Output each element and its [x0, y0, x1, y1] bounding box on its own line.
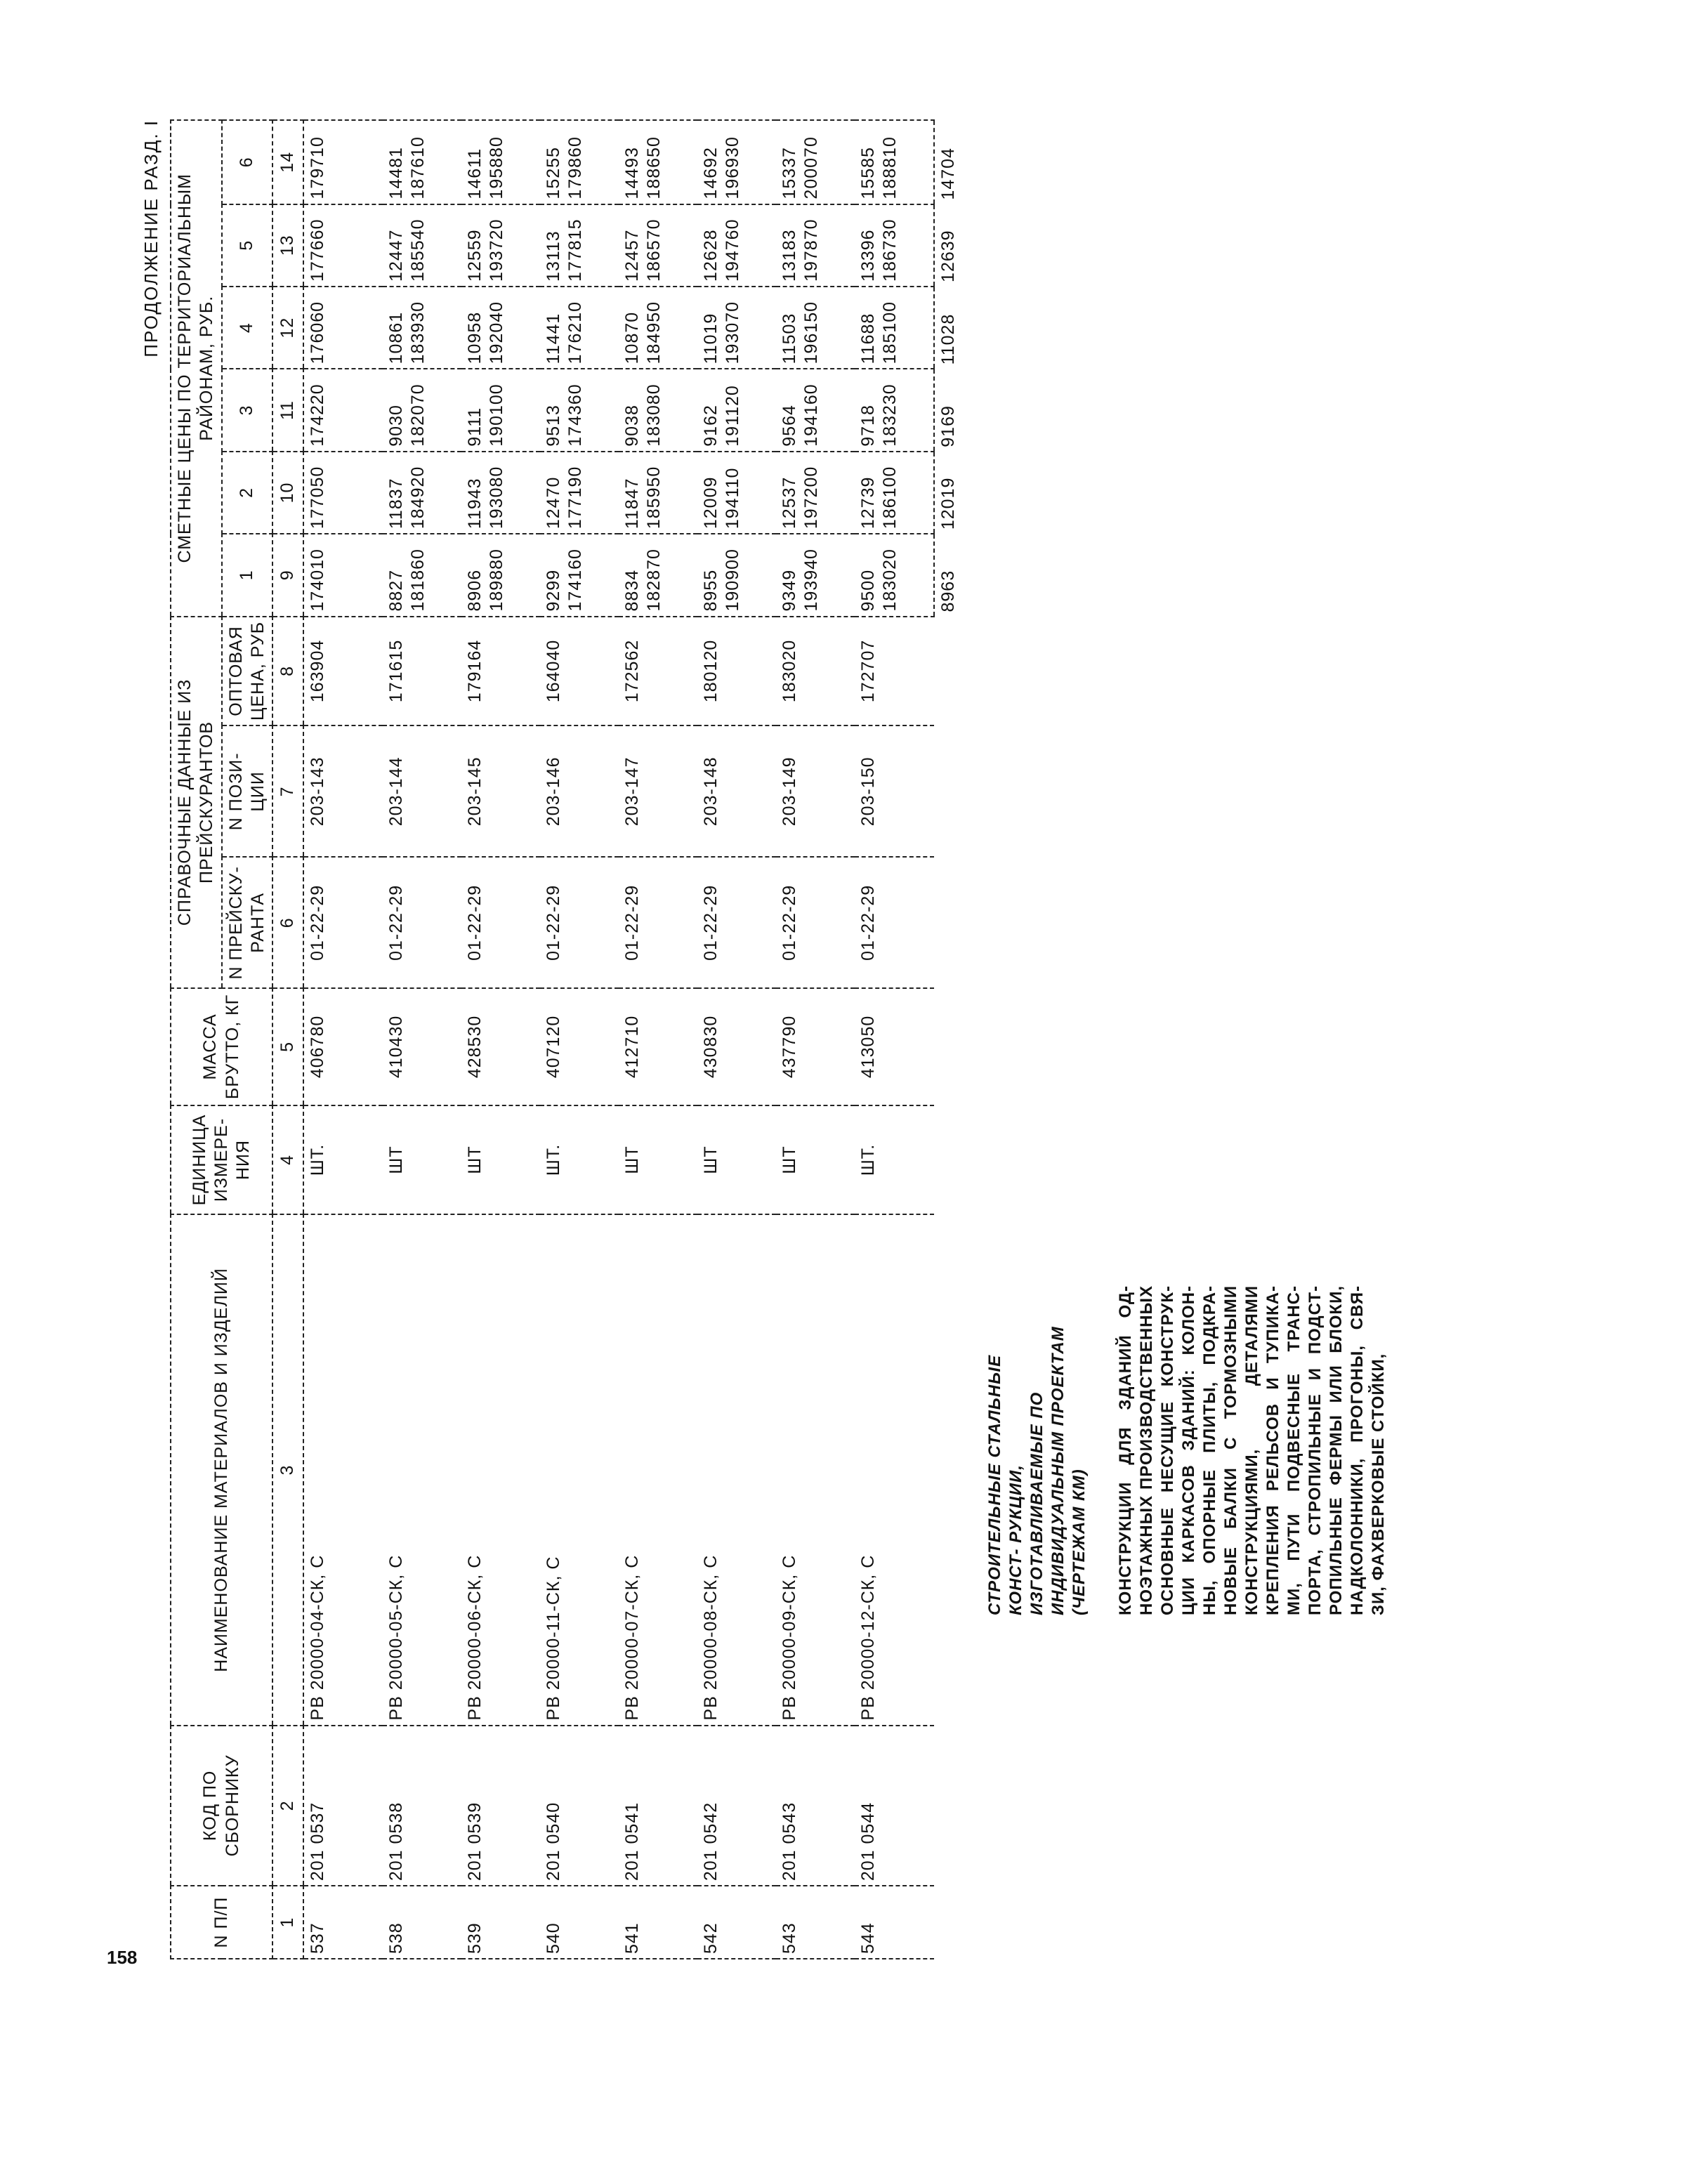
- price-bottom: 183930: [408, 301, 428, 365]
- price-bottom: 192040: [487, 301, 507, 365]
- price-bottom: 179860: [565, 136, 586, 199]
- row-code: 201 0544: [855, 1726, 934, 1886]
- row-district-price: [540, 369, 619, 451]
- row-position: 203-146: [540, 725, 619, 857]
- price-top: 8906: [465, 569, 485, 612]
- row-wholesale-price: 172707: [855, 617, 934, 726]
- row-district-price: [776, 120, 855, 204]
- section-description: [985, 906, 1389, 1959]
- price-bottom: 190900: [723, 549, 743, 612]
- row-district-price: [383, 120, 461, 204]
- row-district-price: [303, 534, 383, 616]
- price-bottom: 174010: [308, 549, 327, 612]
- row-district-price: [855, 287, 934, 369]
- row-district-price: [540, 534, 619, 616]
- price-top: 12447: [386, 229, 406, 282]
- table-row: [697, 120, 776, 1959]
- price-bottom: 186730: [880, 218, 900, 282]
- header-col-position: N ПОЗИ- ЦИИ: [222, 725, 273, 857]
- header-group-reference: СПРАВОЧНЫЕ ДАННЫЕ ИЗ ПРЕЙСКУРАНТОВ: [171, 617, 222, 989]
- price-bottom: 177190: [565, 466, 586, 530]
- row-number: 538: [383, 1886, 461, 1959]
- price-top: 9718: [858, 405, 878, 447]
- row-wholesale-price: 183020: [776, 617, 855, 726]
- row-district-price: [461, 287, 540, 369]
- price-bottom: 188810: [880, 136, 900, 199]
- header-col-wholesale: ОПТОВАЯ ЦЕНА, РУБ: [222, 617, 273, 726]
- row-unit: ШТ.: [540, 1105, 619, 1215]
- row-mass: 428530: [461, 988, 540, 1105]
- row-district-price: [540, 120, 619, 204]
- row-district-price: [697, 452, 776, 534]
- price-top: 15337: [780, 147, 799, 199]
- price-top: 14493: [622, 147, 642, 199]
- price-bottom: 196150: [801, 301, 822, 365]
- row-unit: ШТ: [383, 1105, 461, 1215]
- column-number: 3: [272, 1214, 303, 1725]
- row-district-price: [855, 452, 934, 534]
- price-bottom: 174220: [308, 383, 327, 447]
- continuation-title: ПРОДОЛЖЕНИЕ РАЗД. I: [140, 119, 162, 357]
- price-top: 11019: [701, 313, 721, 365]
- row-district-price: [776, 452, 855, 534]
- row-code: 201 0541: [619, 1726, 697, 1886]
- row-pricelist: 01-22-29: [540, 857, 619, 988]
- header-district-6: 6: [222, 120, 273, 204]
- price-top: 10958: [465, 311, 485, 365]
- row-district-price: [697, 120, 776, 204]
- price-bottom: 193080: [487, 466, 507, 530]
- column-number: 12: [272, 287, 303, 369]
- price-bottom: 187610: [408, 136, 428, 199]
- tail-price-row: [934, 120, 968, 1959]
- row-district-price: [619, 452, 697, 534]
- row-number: 542: [697, 1886, 776, 1959]
- column-number: 6: [272, 857, 303, 988]
- row-district-price: [776, 287, 855, 369]
- empty-cell: [934, 617, 968, 726]
- empty-cell: [934, 1726, 968, 1886]
- price-top: 14611: [465, 147, 485, 199]
- price-top: 10870: [622, 311, 642, 365]
- header-district-3: 3: [222, 369, 273, 451]
- price-table: [170, 119, 968, 1959]
- row-mass: 410430: [383, 988, 461, 1105]
- price-bottom: 182870: [644, 549, 664, 612]
- row-mass: 430830: [697, 988, 776, 1105]
- header-col-mass: МАССА БРУТТО, КГ: [171, 988, 272, 1105]
- price-top: 12559: [465, 229, 485, 282]
- row-number: 541: [619, 1886, 697, 1959]
- row-district-price: [461, 452, 540, 534]
- header-district-1: 1: [222, 534, 273, 616]
- header-column-numbers: [272, 120, 303, 1959]
- row-wholesale-price: 180120: [697, 617, 776, 726]
- price-bottom: 193720: [487, 218, 507, 282]
- row-district-price: [855, 204, 934, 287]
- tail-district-price: 11028: [934, 287, 968, 369]
- table-row: [776, 120, 855, 1959]
- row-district-price: [303, 204, 383, 287]
- column-number: 7: [272, 725, 303, 857]
- row-pricelist: 01-22-29: [776, 857, 855, 988]
- row-name: РВ 20000-06-СК, С: [461, 1214, 540, 1725]
- row-district-price: [776, 369, 855, 451]
- row-position: 203-149: [776, 725, 855, 857]
- row-wholesale-price: 164040: [540, 617, 619, 726]
- row-district-price: [697, 204, 776, 287]
- price-top: 13183: [780, 229, 799, 282]
- price-bottom: 193940: [801, 549, 822, 612]
- table-row: [619, 120, 697, 1959]
- empty-cell: [934, 988, 968, 1105]
- row-district-price: [540, 287, 619, 369]
- price-bottom: 185950: [644, 466, 664, 530]
- row-unit: ШТ.: [855, 1105, 934, 1215]
- row-number: 540: [540, 1886, 619, 1959]
- price-top: 8834: [622, 569, 642, 612]
- row-number: 537: [303, 1886, 383, 1959]
- header-col-pricelist: N ПРЕЙСКУ- РАНТА: [222, 857, 273, 988]
- price-top: 11503: [780, 313, 799, 365]
- row-number: 543: [776, 1886, 855, 1959]
- price-bottom: 195880: [487, 136, 507, 199]
- price-top: 11837: [386, 478, 406, 530]
- price-top: 12628: [701, 229, 721, 282]
- empty-cell: [934, 1105, 968, 1215]
- header-col-num: N П/П: [171, 1886, 272, 1959]
- price-bottom: 174160: [565, 549, 586, 612]
- price-top: 11441: [544, 313, 563, 365]
- price-bottom: 186570: [644, 218, 664, 282]
- price-bottom: 190100: [487, 383, 507, 447]
- row-mass: 437790: [776, 988, 855, 1105]
- header-col-unit: ЕДИНИЦА ИЗМЕРЕ- НИЯ: [171, 1105, 272, 1215]
- price-top: 11943: [465, 478, 485, 530]
- price-bottom: 186100: [880, 466, 900, 530]
- price-bottom: 176060: [308, 301, 327, 365]
- price-top: 14692: [701, 147, 721, 199]
- price-top: 11847: [622, 478, 642, 530]
- column-number: 1: [272, 1886, 303, 1959]
- row-district-price: [461, 369, 540, 451]
- column-number: 8: [272, 617, 303, 726]
- row-code: 201 0543: [776, 1726, 855, 1886]
- price-bottom: 183080: [644, 383, 664, 447]
- price-top: 8827: [386, 569, 406, 612]
- row-district-price: [303, 287, 383, 369]
- price-top: 9349: [780, 569, 799, 612]
- row-district-price: [697, 369, 776, 451]
- price-bottom: 189880: [487, 549, 507, 612]
- header-row-1: [171, 120, 222, 1959]
- row-district-price: [619, 534, 697, 616]
- header-district-2: 2: [222, 452, 273, 534]
- row-name: РВ 20000-04-СК, С: [303, 1214, 383, 1725]
- price-top: 13396: [858, 229, 878, 282]
- row-district-price: [776, 204, 855, 287]
- page-number: 158: [107, 1947, 138, 1968]
- price-top: 9111: [465, 407, 485, 447]
- price-bottom: 196930: [723, 136, 743, 199]
- price-top: 15255: [544, 147, 563, 199]
- row-name: РВ 20000-07-СК, С: [619, 1214, 697, 1725]
- row-wholesale-price: 179164: [461, 617, 540, 726]
- price-bottom: 188650: [644, 136, 664, 199]
- row-district-price: [540, 452, 619, 534]
- row-code: 201 0539: [461, 1726, 540, 1886]
- row-mass: 407120: [540, 988, 619, 1105]
- row-name: РВ 20000-08-СК, С: [697, 1214, 776, 1725]
- row-position: 203-148: [697, 725, 776, 857]
- price-bottom: 179710: [308, 136, 327, 199]
- price-bottom: 184950: [644, 301, 664, 365]
- price-bottom: 177660: [308, 218, 327, 282]
- row-number: 544: [855, 1886, 934, 1959]
- table-row: [461, 120, 540, 1959]
- tail-district-price: 14704: [934, 120, 968, 204]
- empty-cell: [934, 1886, 968, 1959]
- price-bottom: 182070: [408, 383, 428, 447]
- row-position: 203-144: [383, 725, 461, 857]
- row-district-price: [697, 534, 776, 616]
- price-bottom: 184920: [408, 466, 428, 530]
- row-district-price: [303, 120, 383, 204]
- header-district-5: 5: [222, 204, 273, 287]
- row-name: РВ 20000-09-СК, С: [776, 1214, 855, 1725]
- row-district-price: [383, 452, 461, 534]
- price-top: 8955: [701, 569, 721, 612]
- price-top: 9513: [544, 405, 563, 447]
- price-top: 12457: [622, 229, 642, 282]
- price-bottom: 197200: [801, 466, 822, 530]
- price-bottom: 174360: [565, 383, 586, 447]
- row-name: РВ 20000-11-СК, С: [540, 1214, 619, 1725]
- price-top: 9038: [622, 405, 642, 447]
- column-number: 4: [272, 1105, 303, 1215]
- row-district-price: [619, 369, 697, 451]
- row-district-price: [855, 534, 934, 616]
- row-code: 201 0538: [383, 1726, 461, 1886]
- row-unit: ШТ: [697, 1105, 776, 1215]
- row-district-price: [540, 204, 619, 287]
- row-mass: 413050: [855, 988, 934, 1105]
- empty-cell: [934, 1214, 968, 1725]
- row-pricelist: 01-22-29: [461, 857, 540, 988]
- row-mass: 412710: [619, 988, 697, 1105]
- row-pricelist: 01-22-29: [303, 857, 383, 988]
- table-row: [540, 120, 619, 1959]
- row-wholesale-price: 172562: [619, 617, 697, 726]
- row-district-price: [461, 534, 540, 616]
- price-top: 13113: [544, 230, 563, 282]
- row-unit: ШТ.: [303, 1105, 383, 1215]
- header-col-name: НАИМЕНОВАНИЕ МАТЕРИАЛОВ И ИЗДЕЛИЙ: [171, 1214, 272, 1725]
- tail-district-price: 12019: [934, 452, 968, 534]
- price-top: 14481: [386, 147, 406, 199]
- row-unit: ШТ: [776, 1105, 855, 1215]
- price-bottom: 176210: [565, 301, 586, 365]
- row-wholesale-price: 171615: [383, 617, 461, 726]
- tail-district-price: 8963: [934, 534, 968, 616]
- price-top: 12739: [858, 476, 878, 530]
- row-district-price: [855, 120, 934, 204]
- section-heading: СТРОИТЕЛЬНЫЕ СТАЛЬНЫЕ КОНСТ- РУКЦИИ, ИЗГОТАВЛИВАЕМЫЕ ПО ИНДИВИДУАЛЬНЫМ ПРОЕКТАМ (ЧЕРТЕЖАМ КМ): [985, 1326, 1089, 1615]
- price-bottom: 185100: [880, 301, 900, 365]
- row-district-price: [619, 204, 697, 287]
- row-district-price: [461, 120, 540, 204]
- column-number: 10: [272, 452, 303, 534]
- header-group-prices: СМЕТНЫЕ ЦЕНЫ ПО ТЕРРИТОРИАЛЬНЫМ РАЙОНАМ, РУБ.: [171, 120, 222, 617]
- row-district-price: [619, 120, 697, 204]
- row-district-price: [697, 287, 776, 369]
- price-bottom: 185540: [408, 218, 428, 282]
- table-body: [303, 120, 968, 1959]
- tail-district-price: 9169: [934, 369, 968, 451]
- row-district-price: [855, 369, 934, 451]
- row-pricelist: 01-22-29: [855, 857, 934, 988]
- row-unit: ШТ: [461, 1105, 540, 1215]
- row-district-price: [303, 369, 383, 451]
- price-top: 15585: [858, 147, 878, 199]
- price-top: 12009: [701, 476, 721, 530]
- price-bottom: 183020: [880, 549, 900, 612]
- price-top: 9030: [386, 405, 406, 447]
- row-district-price: [461, 204, 540, 287]
- price-bottom: 177050: [308, 466, 327, 530]
- row-code: 201 0540: [540, 1726, 619, 1886]
- price-top: 9500: [858, 569, 878, 612]
- table-row: [303, 120, 383, 1959]
- row-district-price: [383, 534, 461, 616]
- column-number: 2: [272, 1726, 303, 1886]
- price-bottom: 183230: [880, 383, 900, 447]
- column-number: 5: [272, 988, 303, 1105]
- row-pricelist: 01-22-29: [383, 857, 461, 988]
- price-top: 10861: [386, 311, 406, 365]
- row-wholesale-price: 163904: [303, 617, 383, 726]
- price-bottom: 194160: [801, 383, 822, 447]
- section-body-text: КОНСТРУКЦИИ ДЛЯ ЗДАНИЙ ОД- НОЭТАЖНЫХ ПРОИЗВОДСТВЕННЫХ ОСНОВНЫЕ НЕСУЩИЕ КОНСТРУК- ЦИИ КАРКАСОВ ЗДАНИЙ: КОЛОН- НЫ, ОПОРНЫЕ ПЛИТЫ, ПОДКРА- НОВЫЕ БАЛКИ С ТОРМОЗНЫМИ КОНСТРУКЦИЯМИ, ДЕТАЛЯМИ КРЕПЛЕНИЯ РЕЛЬСОВ И ТУПИКА- МИ, ПУТИ ПОДВЕСНЫЕ ТРАНС- ПОРТА, СТРОПИЛЬНЫЕ И ПОДСТ- РОПИЛЬНЫЕ ФЕРМЫ ИЛИ БЛОКИ, НАДКОЛОННИКИ, ПРОГОНЫ, СВЯ- ЗИ, ФАХВЕРКОВЫЕ СТОЙКИ,: [1116, 1285, 1388, 1615]
- tail-district-price: 12639: [934, 204, 968, 287]
- price-bottom: 197870: [801, 218, 822, 282]
- column-number: 14: [272, 120, 303, 204]
- row-code: 201 0537: [303, 1726, 383, 1886]
- row-district-price: [776, 534, 855, 616]
- rotated-page-content: [140, 119, 1388, 1959]
- price-bottom: 200070: [801, 136, 822, 199]
- price-top: 11688: [858, 313, 878, 365]
- column-number: 13: [272, 204, 303, 287]
- row-district-price: [383, 369, 461, 451]
- row-pricelist: 01-22-29: [697, 857, 776, 988]
- header-district-4: 4: [222, 287, 273, 369]
- header-col-code: КОД ПО СБОРНИКУ: [171, 1726, 272, 1886]
- row-position: 203-143: [303, 725, 383, 857]
- price-bottom: 194760: [723, 218, 743, 282]
- price-bottom: 177815: [565, 218, 586, 282]
- row-district-price: [619, 287, 697, 369]
- row-pricelist: 01-22-29: [619, 857, 697, 988]
- row-district-price: [303, 452, 383, 534]
- price-bottom: 191120: [723, 385, 743, 447]
- empty-cell: [934, 725, 968, 857]
- row-position: 203-145: [461, 725, 540, 857]
- table-row: [383, 120, 461, 1959]
- price-top: 9299: [544, 569, 563, 612]
- price-top: 12537: [780, 476, 799, 530]
- column-number: 11: [272, 369, 303, 451]
- row-mass: 406780: [303, 988, 383, 1105]
- column-number: 9: [272, 534, 303, 616]
- row-position: 203-150: [855, 725, 934, 857]
- row-district-price: [383, 204, 461, 287]
- row-name: РВ 20000-12-СК, С: [855, 1214, 934, 1725]
- price-bottom: 194110: [723, 467, 743, 530]
- row-number: 539: [461, 1886, 540, 1959]
- row-name: РВ 20000-05-СК, С: [383, 1214, 461, 1725]
- price-top: 9564: [780, 405, 799, 447]
- table-row: [855, 120, 934, 1959]
- row-unit: ШТ: [619, 1105, 697, 1215]
- empty-cell: [934, 857, 968, 988]
- price-top: 9162: [701, 405, 721, 447]
- price-top: 12470: [544, 476, 563, 530]
- row-code: 201 0542: [697, 1726, 776, 1886]
- price-bottom: 181860: [408, 549, 428, 612]
- row-position: 203-147: [619, 725, 697, 857]
- price-bottom: 193070: [723, 301, 743, 365]
- row-district-price: [383, 287, 461, 369]
